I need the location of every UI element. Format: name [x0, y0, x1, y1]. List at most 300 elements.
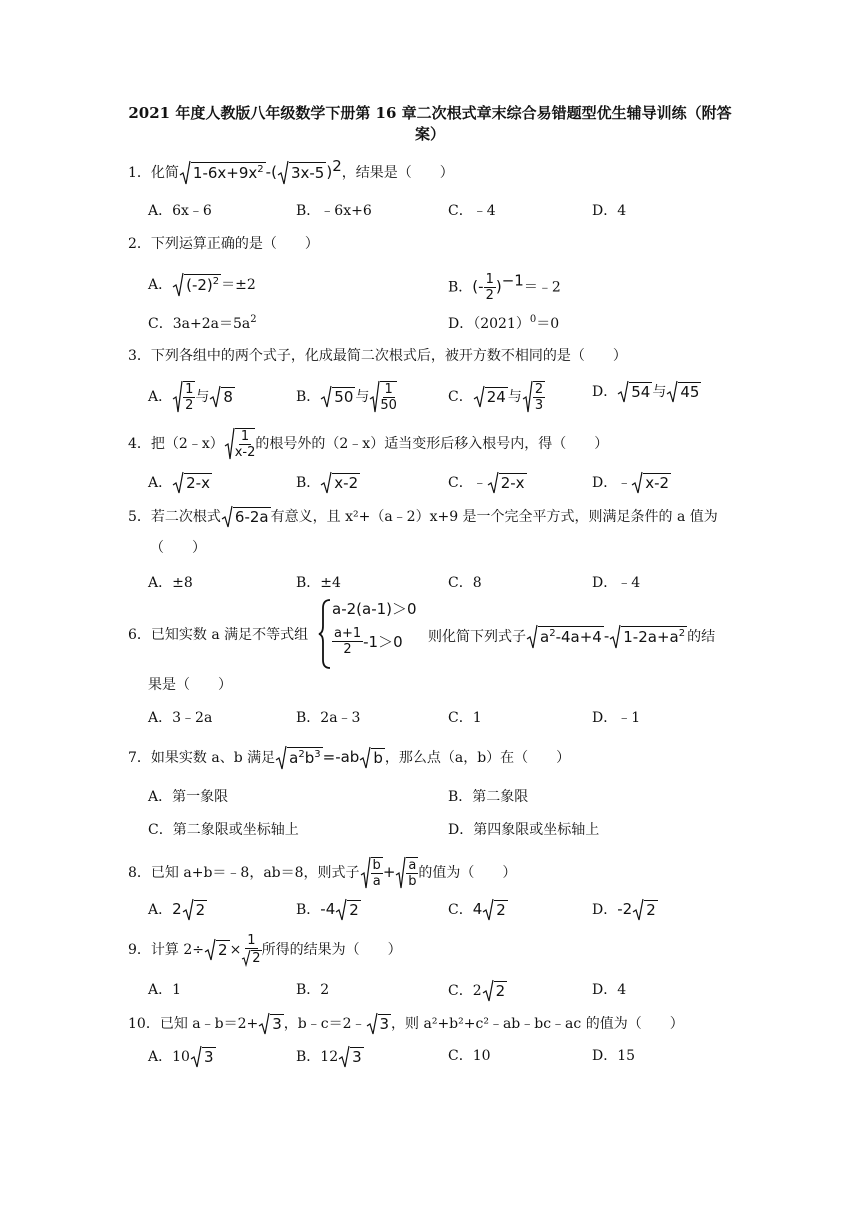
option-c[interactable] — [448, 1045, 491, 1067]
radicand: a — [289, 748, 299, 767]
option-a[interactable] — [148, 707, 212, 729]
radical-sign-icon — [320, 385, 332, 409]
option-label: C． — [148, 822, 173, 838]
option-text: 6x﹣6 — [172, 203, 212, 219]
option-label: B． — [296, 475, 321, 491]
question-number: 6． — [128, 627, 151, 643]
option-c[interactable] — [448, 200, 496, 222]
radicand: 54 — [631, 382, 651, 401]
radical-sign-icon — [666, 380, 678, 404]
question-text: 的结 — [687, 629, 716, 645]
radical-expression — [482, 898, 508, 922]
radical-expression — [617, 380, 652, 404]
question-text-continued: （ ） — [150, 540, 206, 556]
option-text: 10 — [472, 1048, 491, 1064]
question-5 — [128, 505, 718, 529]
option-label: D． — [592, 982, 618, 998]
radical-sign-icon — [172, 380, 183, 414]
coefficient: -4 — [320, 900, 336, 918]
question-number: 3． — [128, 348, 151, 364]
option-label: C． — [448, 710, 473, 726]
option-c[interactable] — [448, 979, 507, 1003]
radical-sign-icon — [487, 471, 499, 495]
radical-sign-icon — [224, 427, 235, 461]
option-d[interactable] — [592, 200, 626, 222]
radical-expression — [522, 380, 545, 414]
option-text: ＝±2 — [221, 277, 256, 293]
radical-sign-icon — [172, 471, 184, 495]
radical-sign-icon — [277, 160, 289, 186]
question-10 — [128, 1012, 684, 1036]
numerator: 1 — [485, 272, 494, 287]
operator: × — [229, 942, 242, 958]
option-label: B． — [296, 1049, 321, 1065]
option-label: D． — [448, 822, 474, 838]
question-number: 9． — [128, 942, 151, 958]
fraction — [371, 857, 383, 889]
radical-expression — [609, 624, 687, 650]
radicand: x-2 — [645, 473, 670, 492]
option-text: 4 — [617, 982, 627, 998]
coefficient: 2 — [172, 900, 182, 918]
question-9 — [128, 933, 402, 967]
numerator: 1 — [384, 382, 393, 397]
option-text: 2 — [320, 982, 330, 998]
option-b[interactable] — [296, 380, 397, 414]
fraction — [183, 381, 195, 413]
numerator: b — [372, 858, 381, 873]
fraction — [533, 381, 545, 413]
option-label: C． — [448, 1048, 473, 1064]
option-b[interactable] — [296, 200, 372, 222]
radical-sign-icon — [369, 380, 380, 414]
radical-sign-icon — [179, 160, 191, 186]
option-text: 1 — [472, 710, 482, 726]
radicand: 2 — [218, 940, 228, 959]
option-label: A． — [148, 575, 173, 591]
radicand: 3x-5 — [290, 163, 325, 182]
option-a[interactable] — [148, 786, 228, 808]
option-label: A． — [148, 203, 173, 219]
option-label: B． — [296, 389, 321, 405]
numerator: 1 — [247, 933, 256, 948]
radical-expression — [395, 856, 418, 890]
radicand: b — [304, 748, 315, 767]
radicand: 1-2a+a — [623, 627, 679, 646]
option-c[interactable] — [448, 707, 482, 729]
question-3 — [128, 345, 627, 367]
question-text: 下列运算正确的是（ ） — [150, 236, 319, 252]
option-d[interactable] — [592, 707, 640, 729]
radical-sign-icon — [632, 898, 644, 922]
option-d[interactable] — [448, 313, 559, 335]
numerator: 1 — [185, 382, 194, 397]
option-label: B． — [296, 982, 321, 998]
fraction — [484, 272, 496, 303]
option-text: 3a+2a＝5a — [172, 316, 251, 332]
exponent: 2 — [332, 157, 342, 175]
option-d[interactable] — [592, 572, 640, 594]
fraction — [241, 933, 261, 967]
radical-expression — [275, 745, 322, 771]
radical-expression — [473, 385, 508, 409]
option-a[interactable] — [148, 979, 181, 1001]
radical-expression — [482, 979, 508, 1003]
radical-sign-icon — [359, 746, 371, 770]
option-text: 2a﹣3 — [320, 710, 361, 726]
option-label: D． — [592, 1048, 618, 1064]
radicand: 2-x — [500, 473, 525, 492]
operator: -( — [265, 163, 277, 181]
radicand: 3 — [379, 1014, 390, 1033]
option-text: ﹣1 — [617, 710, 641, 726]
title-line-1: 2021 年度人教版八年级数学下册第 16 章二次根式章末综合易错题型优生辅导训练（附答 — [128, 104, 732, 122]
question-text: 化简 — [150, 165, 179, 181]
connector-text: 与 — [507, 389, 522, 405]
radical-sign-icon — [526, 624, 538, 650]
radical-expression — [320, 385, 355, 409]
question-text-continued: 果是（ ） — [148, 677, 232, 693]
operator: - — [603, 627, 610, 645]
option-label: C． — [448, 203, 473, 219]
question-1 — [128, 157, 454, 186]
radical-expression — [320, 471, 360, 495]
option-text: 1 — [172, 982, 182, 998]
question-text: 的根号外的（2﹣x）适当变形后移入根号内，得（ ） — [255, 436, 609, 452]
radical-expression — [338, 1045, 364, 1069]
question-text: ，结果是（ ） — [341, 165, 454, 181]
question-number: 1． — [128, 165, 151, 181]
coefficient: 10 — [172, 1049, 190, 1065]
denominator: b — [408, 874, 417, 889]
option-a[interactable] — [148, 380, 235, 414]
option-b[interactable]: B．(- $\frac{1}{2}$ )$^{-1}$＝﹣2 — [448, 271, 561, 303]
question-text: 下列各组中的两个式子，化成最简二次根式后，被开方数不相同的是（ ） — [150, 348, 627, 364]
exponent: 2 — [257, 163, 264, 175]
coefficient: 2 — [472, 983, 482, 999]
question-text: ，b﹣c＝2﹣ — [283, 1016, 366, 1032]
operator: + — [382, 863, 396, 881]
radical-sign-icon — [360, 856, 371, 890]
option-d[interactable] — [448, 819, 599, 841]
question-text: 的值为（ ） — [418, 865, 517, 881]
connector-text: 与 — [355, 389, 370, 405]
radical-sign-icon — [338, 1045, 350, 1069]
radical-expression — [224, 427, 256, 461]
option-label: A． — [148, 475, 173, 491]
option-label: B． — [296, 710, 321, 726]
question-text: 若二次根式 — [150, 509, 221, 525]
option-label: C． — [448, 475, 473, 491]
radical-sign-icon — [522, 380, 533, 414]
option-label: A． — [148, 1049, 173, 1065]
option-b[interactable] — [296, 898, 361, 922]
question-text: 所得的结果为（ ） — [261, 942, 402, 958]
option-label: D． — [592, 203, 618, 219]
option-c[interactable] — [148, 819, 299, 841]
option-label: A． — [148, 710, 173, 726]
option-label: A． — [148, 389, 173, 405]
question-text: 则化简下列式子 — [428, 629, 526, 645]
option-label: C． — [448, 389, 473, 405]
coefficient: 4 — [472, 900, 483, 918]
radical-expression — [182, 898, 208, 922]
question-text: 把（2﹣x） — [150, 436, 224, 452]
option-d[interactable] — [592, 898, 658, 922]
option-d[interactable] — [592, 380, 701, 404]
radical-expression — [172, 272, 221, 298]
radical-expression — [366, 1012, 392, 1036]
radical-expression — [487, 471, 527, 495]
option-text: 第二象限或坐标轴上 — [172, 822, 299, 838]
option-label: D． — [592, 575, 618, 591]
numerator: a — [408, 858, 417, 873]
radicand: 45 — [680, 382, 700, 401]
option-label: B． — [296, 203, 321, 219]
radicand: 2 — [195, 900, 206, 919]
radicand: a — [540, 627, 550, 646]
question-number: 7． — [128, 750, 151, 766]
option-a[interactable] — [148, 898, 207, 922]
radical-sign-icon — [172, 272, 184, 298]
question-text: ，那么点（a，b）在（ ） — [384, 750, 571, 766]
question-text: 计算 2÷ — [150, 942, 205, 958]
exponent: 2 — [549, 627, 556, 639]
question-text: ，则 a²+b²+c²﹣ab﹣bc﹣ac 的值为（ ） — [391, 1016, 684, 1032]
radical-sign-icon — [190, 1045, 202, 1069]
radicand: 3 — [272, 1014, 282, 1033]
option-a[interactable] — [148, 572, 193, 594]
inequality-2 — [332, 626, 403, 657]
option-label: A． — [148, 902, 173, 918]
question-2 — [128, 233, 319, 255]
radical-sign-icon — [204, 938, 216, 962]
inequality-1: a-2(a-1)＞0 — [332, 600, 417, 618]
radicand: 2 — [349, 900, 359, 919]
radicand: 24 — [486, 387, 506, 406]
option-c[interactable] — [448, 471, 527, 495]
option-text: ＝﹣2 — [523, 279, 561, 296]
radical-expression — [172, 380, 195, 414]
option-text: 第四象限或坐标轴上 — [473, 822, 600, 838]
option-label: A． — [148, 789, 173, 805]
radical-sign-icon — [320, 471, 332, 495]
option-c[interactable] — [448, 898, 508, 922]
radical-sign-icon — [395, 856, 406, 890]
fraction — [380, 381, 397, 413]
radical-sign-icon — [182, 898, 194, 922]
option-label: C． — [448, 902, 473, 918]
option-b[interactable] — [296, 707, 360, 729]
radical-expression — [359, 746, 385, 770]
radicand: 6-2a — [234, 507, 269, 526]
option-label: B． — [448, 789, 473, 805]
radicand: 2 — [496, 900, 506, 919]
denominator: 2 — [343, 642, 352, 657]
option-text: ±8 — [172, 575, 193, 591]
option-label: D． — [592, 475, 618, 491]
option-text: （2021） — [473, 316, 530, 332]
option-label: C． — [448, 575, 473, 591]
question-4 — [128, 427, 608, 461]
radical-expression — [172, 471, 212, 495]
radicand: 2 — [495, 981, 506, 1000]
radicand: 3 — [203, 1047, 214, 1066]
option-label: D． — [592, 902, 618, 918]
option-a[interactable] — [148, 1045, 216, 1069]
denominator: x-2 — [234, 445, 256, 460]
question-8 — [128, 856, 516, 890]
option-b[interactable] — [296, 979, 329, 1001]
option-label: D． — [448, 316, 474, 332]
option-text: ＝0 — [536, 316, 560, 332]
radical-sign-icon — [258, 1012, 270, 1036]
exponent: 2 — [250, 314, 257, 325]
radical-sign-icon — [335, 898, 347, 922]
radical-expression — [190, 1045, 216, 1069]
radical-expression — [204, 938, 230, 962]
option-label: B． — [296, 575, 321, 591]
denominator: a — [372, 874, 381, 889]
radical-sign-icon — [209, 385, 221, 409]
option-text: 3﹣2a — [172, 710, 213, 726]
radicand: 8 — [223, 387, 233, 406]
radical-sign-icon — [275, 745, 287, 771]
radicand: (-2) — [186, 275, 213, 294]
option-text: ﹣4 — [472, 203, 496, 219]
option-a[interactable] — [148, 200, 212, 222]
option-label: C． — [148, 316, 173, 332]
option-a[interactable] — [148, 471, 212, 495]
radical-expression — [221, 505, 271, 529]
question-text: 已知实数 a 满足不等式组 — [150, 627, 309, 643]
radical-sign-icon — [473, 385, 485, 409]
option-d[interactable] — [592, 471, 671, 495]
radicand: 2 — [252, 950, 261, 966]
radical-sign-icon — [617, 380, 629, 404]
option-b[interactable] — [296, 471, 360, 495]
exponent: 2 — [212, 275, 220, 287]
coefficient: 12 — [320, 1049, 339, 1065]
radical-expression — [632, 898, 658, 922]
inequality-rhs: -1＞0 — [363, 632, 403, 651]
sign: ﹣ — [472, 475, 487, 491]
option-c[interactable] — [448, 380, 545, 414]
option-text: ±4 — [320, 575, 341, 591]
radical-expression — [666, 380, 701, 404]
radical-sign-icon — [241, 949, 251, 967]
fraction — [332, 626, 363, 657]
option-b[interactable] — [296, 572, 341, 594]
option-text: 第二象限 — [472, 789, 529, 805]
question-number: 10． — [128, 1016, 160, 1032]
option-c[interactable] — [148, 313, 257, 335]
question-text: 有意义，且 x²+（a﹣2）x+9 是一个完全平方式，则满足条件的 a 值为 — [270, 509, 718, 525]
coefficient: -2 — [617, 900, 633, 918]
radical-sign-icon — [631, 471, 643, 495]
numerator: 1 — [240, 429, 250, 444]
radical-expression — [335, 898, 361, 922]
option-label: B． — [296, 902, 321, 918]
radical-expression — [526, 624, 604, 650]
radical-expression — [369, 380, 397, 414]
numerator: 2 — [534, 382, 544, 397]
denominator: 3 — [534, 398, 544, 413]
question-number: 4． — [128, 436, 151, 452]
exponent: 2 — [298, 748, 305, 760]
radicand: b — [373, 748, 383, 767]
exponent: 0 — [529, 314, 537, 325]
equation-text: =-ab — [322, 748, 360, 766]
radicand: 2 — [646, 900, 656, 919]
exponent: −1 — [501, 271, 524, 290]
exponent: 3 — [314, 748, 321, 760]
radicand: 50 — [334, 387, 354, 406]
title-line-2: 案） — [414, 125, 445, 143]
option-label: D． — [592, 384, 618, 400]
question-number: 8． — [128, 865, 151, 881]
radical-expression — [631, 471, 671, 495]
left-brace-icon — [318, 598, 332, 670]
denominator: 2 — [185, 398, 194, 413]
exponent: 2 — [678, 627, 686, 639]
radicand: x-2 — [334, 473, 359, 492]
question-7 — [128, 745, 570, 771]
question-text: 已知 a+b＝﹣8，ab＝8，则式子 — [150, 865, 360, 881]
option-d[interactable] — [592, 979, 626, 1001]
radical-sign-icon — [482, 979, 494, 1003]
radical-sign-icon — [221, 505, 233, 529]
question-number: 2． — [128, 236, 151, 252]
option-label: D． — [592, 710, 618, 726]
option-b[interactable] — [296, 1045, 364, 1069]
option-text: 第一象限 — [172, 789, 229, 805]
option-text: 8 — [472, 575, 482, 591]
option-label: B． — [448, 279, 473, 296]
radical-expression — [360, 856, 383, 890]
option-a[interactable] — [148, 272, 256, 298]
radicand: -4a+4 — [555, 627, 602, 646]
fraction — [235, 428, 256, 460]
radicand: 1-6x+9x — [192, 163, 258, 182]
question-number: 5． — [128, 509, 151, 525]
radical-expression — [209, 385, 235, 409]
question-text: 已知 a﹣b＝2+ — [159, 1016, 259, 1032]
numerator: a+1 — [334, 626, 362, 641]
option-text: 15 — [617, 1048, 636, 1064]
question-6-expression — [428, 624, 715, 650]
option-text: ﹣6x+6 — [320, 203, 372, 219]
option-label: C． — [448, 983, 473, 999]
option-label: A． — [148, 277, 173, 293]
option-c[interactable] — [448, 572, 482, 594]
radical-expression — [277, 160, 326, 186]
radical-sign-icon — [609, 624, 621, 650]
option-text: 4 — [617, 203, 627, 219]
option-text: ﹣4 — [617, 575, 641, 591]
radicand: 2-x — [186, 473, 210, 492]
radical-expression — [258, 1012, 284, 1036]
radicand: 3 — [352, 1047, 362, 1066]
radical-sign-icon — [366, 1012, 378, 1036]
option-d[interactable] — [592, 1045, 635, 1067]
connector-text: 与 — [195, 389, 210, 405]
option-b[interactable] — [448, 786, 528, 808]
option-label: A． — [148, 982, 173, 998]
connector-text: 与 — [652, 384, 667, 400]
radical-expression — [179, 160, 266, 186]
denominator: 2 — [485, 288, 494, 303]
